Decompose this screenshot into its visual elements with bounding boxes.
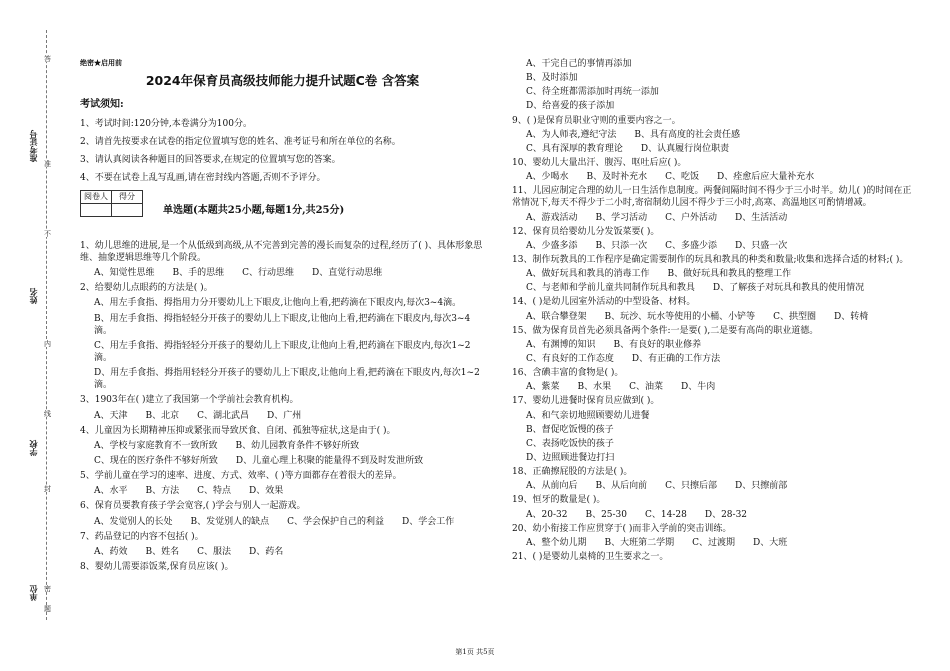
option-row	[512, 268, 912, 280]
school-field	[28, 440, 39, 456]
question-text: 5、学前儿童在学习的速率、进度、方式、效率、( )等方面都存在着很大的差异。	[80, 471, 402, 482]
answer-option[interactable]: B、督促吃饭慢的孩子	[526, 424, 614, 435]
answer-option[interactable]: A、学校与家庭教育不一致所致	[94, 440, 218, 451]
seal-word: 内	[43, 340, 52, 347]
answer-option[interactable]: D、学会工作	[402, 516, 455, 527]
question-text: 12、保育员给婴幼儿分发饭菜要( )。	[512, 226, 660, 237]
answer-option[interactable]: C、只擦后部	[665, 481, 718, 492]
option-row	[512, 381, 912, 393]
notice-item: 4、不要在试卷上乱写乱画,请在密封线内答题,否则不予评分。	[80, 173, 326, 184]
answer-option[interactable]: B、25-30	[585, 509, 628, 520]
notice-item: 1、考试时间:120分钟,本卷满分为100分。	[80, 118, 252, 129]
option-row	[512, 240, 912, 252]
option-row	[512, 311, 912, 323]
school-label: 学校	[28, 440, 38, 456]
answer-option[interactable]: D、只盛一次	[735, 240, 788, 251]
answer-option[interactable]: A、天津	[94, 410, 128, 421]
question-text: 18、正确擦屁股的方法是( )。	[512, 467, 633, 478]
seal-word: 答	[43, 55, 52, 62]
answer-option[interactable]: A、知觉性思维	[94, 268, 155, 279]
question-list-right	[512, 58, 912, 563]
answer-option[interactable]: D、药名	[249, 546, 284, 557]
option-row	[80, 410, 485, 422]
answer-option[interactable]: A、为人师表,遵纪守法	[526, 129, 617, 140]
answer-option[interactable]: D、痊愈后应大量补充水	[717, 172, 815, 183]
option-row	[512, 537, 912, 549]
answer-option[interactable]: A、和气亲切地照顾婴幼儿进餐	[526, 410, 650, 421]
answer-option[interactable]: D、广州	[267, 410, 302, 421]
answer-option[interactable]: D、生活活动	[735, 212, 788, 223]
answer-option[interactable]: B、手的思维	[172, 268, 225, 279]
left-column	[80, 58, 485, 576]
question-text: 14、( )是幼儿园室外活动的中型设备、材料。	[512, 297, 696, 308]
answer-option[interactable]: A、有渊博的知识	[526, 339, 596, 350]
question-text: 7、药品登记的内容不包括( )。	[80, 531, 204, 542]
answer-option[interactable]: D、只擦前部	[735, 481, 788, 492]
answer-option[interactable]: D、28-32	[704, 509, 748, 520]
score-area	[80, 190, 485, 218]
seal-word: 准	[43, 160, 52, 167]
seal-line	[46, 30, 47, 620]
answer-option[interactable]: A、药效	[94, 546, 128, 557]
reviewer-header: 阅卷人	[81, 191, 112, 204]
answer-option[interactable]: A、少盛多添	[526, 240, 578, 251]
answer-option[interactable]: C、服法	[197, 546, 232, 557]
answer-option[interactable]: B、有良好的职业修养	[613, 339, 702, 350]
answer-option[interactable]: B、只添一次	[595, 240, 648, 251]
seal-word: 题	[43, 605, 52, 612]
answer-option[interactable]: D、有正确的工作方法	[631, 353, 721, 364]
answer-option[interactable]: A、联合攀登架	[526, 311, 587, 322]
option-row	[512, 212, 912, 224]
answer-option[interactable]: C、现在的医疗条件不够好所致	[94, 455, 218, 466]
answer-option[interactable]: C、具有深厚的教育理论	[526, 143, 623, 154]
answer-option[interactable]: C、待全班都需添加时再统一添加	[526, 87, 659, 98]
seal-word: 密	[43, 585, 52, 592]
answer-option[interactable]: A、整个幼儿期	[526, 537, 587, 548]
answer-option[interactable]: D、用左手食指、拇指用轻轻分开孩子的婴幼儿上下眼皮,让他向上看,把药滴在下眼皮内,每次1~2滴。	[94, 368, 480, 391]
answer-option[interactable]: C、户外活动	[665, 212, 718, 223]
answer-option[interactable]: C、油菜	[629, 382, 664, 393]
right-column	[512, 58, 912, 565]
answer-option[interactable]: A、干完自己的事情再添加	[526, 59, 632, 69]
student-id-label: 准考证号	[28, 130, 38, 162]
score-table	[80, 190, 143, 217]
question-text: 13、制作玩教具的工作程序是确定需要制作的玩具和教具的种类和数量;收集和选择合适的材料;( )。	[512, 254, 909, 265]
reviewer-cell[interactable]	[81, 204, 112, 217]
answer-option[interactable]: A、发觉别人的长处	[94, 516, 173, 527]
question-text: 21、( )是婴幼儿桌椅的卫生要求之一。	[512, 551, 669, 562]
question-text: 17、婴幼儿进餐时保育员应做到( )。	[512, 396, 660, 407]
answer-option[interactable]: A、做好玩具和教具的消毒工作	[526, 269, 650, 280]
student-id-field	[28, 130, 39, 162]
answer-option[interactable]: C、14-28	[645, 509, 687, 520]
answer-option[interactable]: A、用左手食指、拇指用力分开婴幼儿上下眼皮,让他向上看,把药滴在下眼皮内,每次3~4滴。	[94, 298, 462, 309]
answer-option[interactable]: A、从前向后	[526, 481, 578, 492]
answer-option[interactable]: B、用左手食指、拇指轻轻分开孩子的婴幼儿上下眼皮,让他向上看,把药滴在下眼皮内,每次3~4滴。	[94, 313, 471, 336]
question-text: 11、儿园应制定合理的幼儿一日生活作息制度。两餐间隔时间不得少于三小时半。幼儿( )的时间在正常情况下,每天不得少于二小时,寄宿制幼儿园不得少于三小时,高寒、高温地区可酌情增减。	[512, 186, 912, 209]
answer-option[interactable]: B、做好玩具和教具的整理工作	[667, 269, 792, 280]
page-footer: 第1页 共5页	[455, 648, 495, 656]
section-title: 单选题(本题共25小题,每题1分,共25分)	[163, 205, 345, 217]
secret-mark: 绝密★启用前	[80, 58, 122, 67]
question-text: 20、幼小衔接工作应贯穿于( )而非入学前的突击训练。	[512, 523, 732, 534]
unit-field	[28, 585, 39, 601]
answer-option[interactable]: D、效果	[249, 486, 284, 497]
option-row	[80, 267, 485, 279]
answer-option[interactable]: C、有良好的工作态度	[526, 353, 614, 364]
unit-label: 单位	[28, 585, 38, 601]
answer-option[interactable]: D、牛肉	[681, 382, 716, 393]
answer-option[interactable]: D、直觉行动思维	[312, 268, 383, 279]
option-row	[512, 282, 912, 294]
answer-option[interactable]: C、与老师和学前儿童共同制作玩具和教具	[526, 283, 695, 294]
answer-option[interactable]: C、行动思维	[242, 268, 295, 279]
option-row	[80, 546, 485, 558]
answer-option[interactable]: B、水果	[577, 382, 612, 393]
question-text: 4、儿童因为长期精神压抑或紧张而导致厌食、自闭、孤独等症状,这是由于( )。	[80, 425, 396, 436]
option-row	[80, 485, 485, 497]
answer-option[interactable]: C、学会保护自己的利益	[287, 516, 385, 527]
answer-option[interactable]: A、游戏活动	[526, 212, 578, 223]
answer-option[interactable]: C、过渡期	[692, 537, 736, 548]
answer-option[interactable]: D、了解孩子对玩具和教具的使用情况	[712, 283, 865, 294]
binding-strip	[18, 30, 58, 620]
answer-option[interactable]: C、表扬吃饭快的孩子	[526, 438, 614, 449]
question-text: 6、保育员要教育孩子学会宽容,( )学会与别人一起游戏。	[80, 501, 306, 512]
question-text: 19、恒牙的数量是( )。	[512, 495, 606, 506]
exam-title: 2024年保育员高级技师能力提升试题C卷 含答案	[145, 73, 420, 89]
notice-item: 3、请认真阅读各种题目的回答要求,在规定的位置填写您的答案。	[80, 155, 341, 166]
answer-option[interactable]: D、转椅	[834, 311, 869, 322]
option-row	[80, 455, 485, 467]
answer-option[interactable]: A、少喝水	[526, 172, 569, 183]
answer-option[interactable]: A、紫菜	[526, 382, 560, 393]
option-row	[512, 129, 912, 141]
option-row	[512, 339, 912, 351]
answer-option[interactable]: B、方法	[145, 486, 180, 497]
notice-item: 2、请首先按要求在试卷的指定位置填写您的姓名、准考证号和所在单位的名称。	[80, 136, 401, 147]
option-row	[512, 509, 912, 521]
answer-option[interactable]: D、边照顾进餐边打扫	[526, 452, 615, 463]
answer-option[interactable]: B、及时补充水	[586, 172, 648, 183]
answer-option[interactable]: C、多盛少添	[665, 240, 718, 251]
question-text: 1、幼儿思维的进展,是一个从低级到高级,从不完善到完善的漫长而复杂的过程,经历了( )、具体形象思维、抽象逻辑思维等几个阶段。	[80, 240, 483, 264]
answer-option[interactable]: B、学习活动	[595, 212, 648, 223]
answer-option[interactable]: B、及时添加	[526, 73, 578, 84]
answer-option[interactable]: A、20-32	[526, 509, 568, 520]
answer-option[interactable]: B、具有高度的社会责任感	[634, 129, 740, 140]
question-text: 15、做为保育员首先必须具备两个条件:一是要( ),二是要有高尚的职业道德。	[512, 325, 819, 336]
score-header: 得分	[112, 191, 143, 204]
question-text: 16、含碘丰富的食物是( )。	[512, 368, 624, 379]
question-text: 2、给婴幼儿点眼药的方法是( )。	[80, 283, 213, 294]
answer-option[interactable]: D、认真履行岗位职责	[640, 143, 730, 154]
answer-option[interactable]: B、玩沙、玩水等使用的小桶、小铲等	[604, 311, 756, 322]
answer-option[interactable]: B、发觉别人的缺点	[190, 516, 270, 527]
name-field	[28, 288, 39, 304]
score-cell[interactable]	[112, 204, 143, 217]
answer-option[interactable]: C、湖北武昌	[197, 410, 250, 421]
answer-option[interactable]: B、幼儿园教育条件不够好所致	[235, 440, 360, 451]
option-row	[80, 440, 485, 452]
name-label: 姓名	[28, 288, 38, 304]
answer-option[interactable]: D、大班	[753, 537, 788, 548]
seal-word: 封	[43, 485, 52, 492]
answer-option[interactable]: D、给喜爱的孩子添加	[526, 101, 615, 112]
option-row	[80, 516, 485, 528]
option-row	[512, 353, 912, 365]
seal-word: 线	[43, 410, 52, 417]
answer-option[interactable]: C、拱型圈	[773, 311, 817, 322]
option-row	[512, 171, 912, 183]
question-list-left	[80, 240, 485, 573]
answer-option[interactable]: C、用左手食指、拇指轻轻分开孩子的婴幼儿上下眼皮,让他向上看,把药滴在下眼皮内,每次1~2滴。	[94, 340, 471, 363]
question-text: 8、婴幼儿需要添饭菜,保育员应该( )。	[80, 561, 234, 572]
option-row	[512, 480, 912, 492]
exam-notice	[80, 98, 485, 184]
question-text: 9、( )是保育员职业守则的重要内容之一。	[512, 115, 681, 126]
question-text: 3、1903年在( )建立了我国第一个学前社会教育机构。	[80, 395, 299, 406]
answer-option[interactable]: D、儿童心理上积聚的能量得不到及时发泄所致	[235, 455, 424, 466]
option-row	[512, 143, 912, 155]
answer-option[interactable]: B、姓名	[145, 546, 180, 557]
notice-heading: 考试须知:	[80, 99, 124, 111]
answer-option[interactable]: A、水平	[94, 486, 128, 497]
answer-option[interactable]: B、北京	[145, 410, 180, 421]
answer-option[interactable]: C、特点	[197, 486, 232, 497]
answer-option[interactable]: C、吃饭	[665, 172, 700, 183]
answer-option[interactable]: B、大班第二学期	[604, 537, 675, 548]
answer-option[interactable]: B、从后向前	[595, 481, 648, 492]
seal-word: 不	[43, 230, 52, 237]
question-text: 10、婴幼儿大量出汗、腹泻、呕吐后应( )。	[512, 157, 687, 168]
